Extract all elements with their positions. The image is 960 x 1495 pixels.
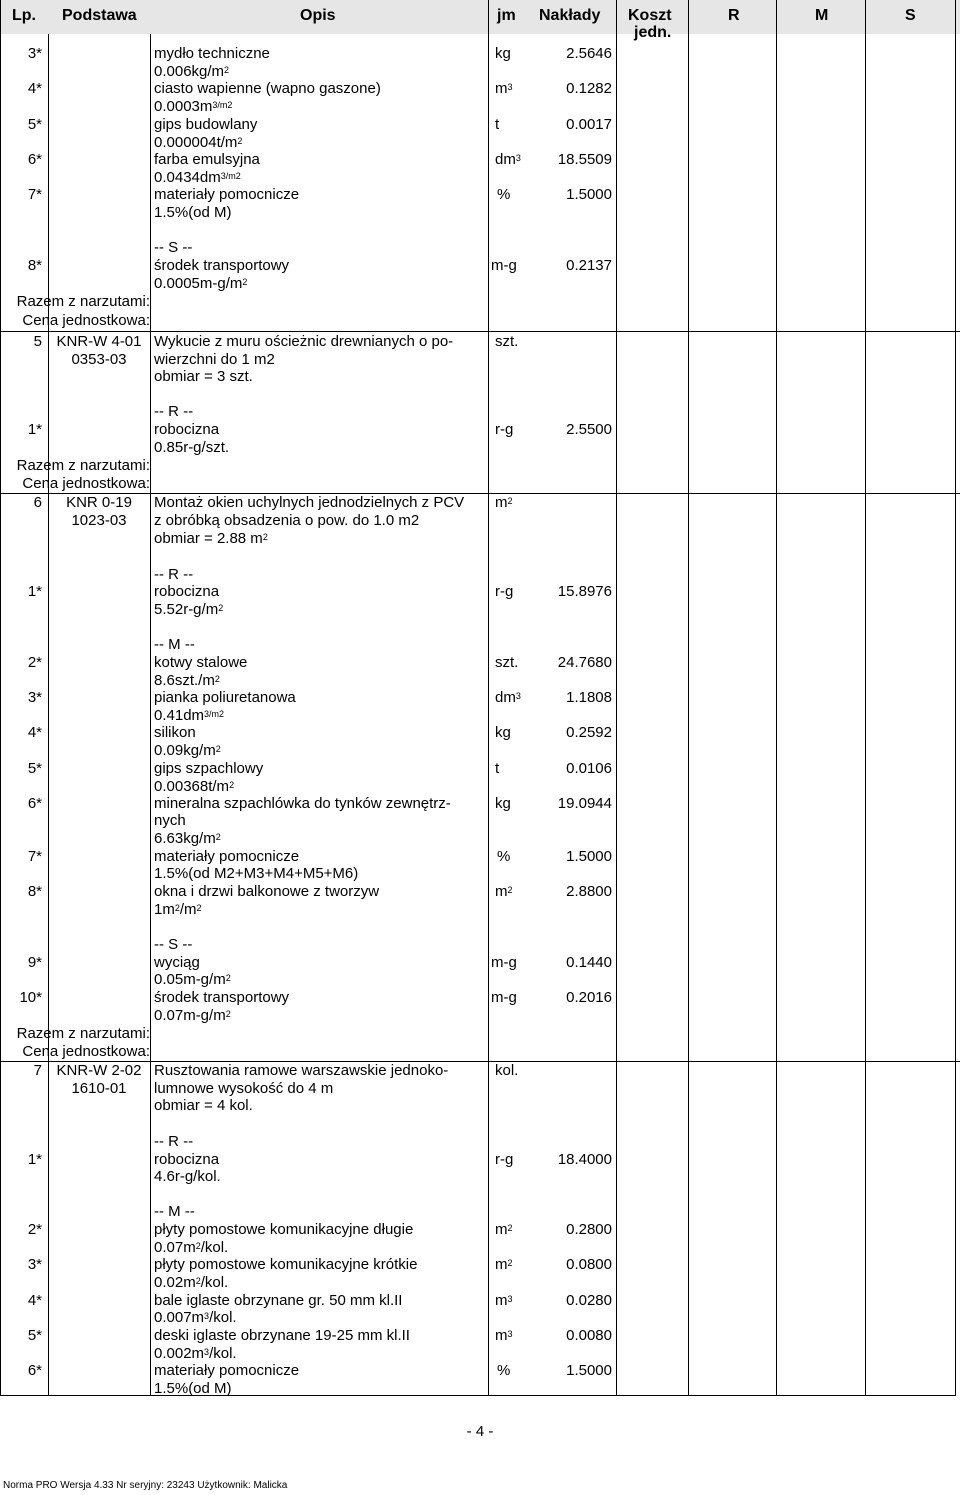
position-description: Wykucie z muru ościeżnic drewnianych o po- bbox=[154, 333, 454, 350]
cena-label: Cena jednostkowa: bbox=[22, 1043, 150, 1060]
header-koszt-jedn: jedn. bbox=[634, 24, 672, 41]
position-number: 5 bbox=[33, 333, 42, 350]
header-koszt: Koszt bbox=[628, 7, 672, 24]
cost-estimate-page: Lp. Podstawa Opis jm Nakłady Koszt jedn. R M S 3* mydło techniczne $0.006kg/m^2$ kg 2.5646 4* ciasto wapienne (wapno gaszone) $0.0003m^{3/m2}$ $m^3$ 0.1282 5* gips budowlany $0.000004t/m^2$ t 0.0017 6* farba emulsyjna $0.0434dm^{3/m2}$ $dm^3$ 18.5509 7* materiały pomocnicze 1.5%(od M) % 1.5000 -- S -- 8* środek transportowy $0.0005m-g/m^2$ m-g 0.2137 Razem z narzutami: Cena jednostkowa: 5 KNR-W 4-01 0353-03 Wykucie z muru ościeżnic drewnianych o po- wierzchni do 1 m2 obmiar = 3 szt. szt. -- R -- 1* robocizna 0.85r-g/szt. r-g 2.5500 Razem z narzutami: Cena jednostkowa: 6 KNR 0-19 1023-03 Montaż okien uchylnych jednodzielnych z PCV z obróbką obsadzenia o pow. do 1.0 m2 obmiar = 2.88 $m^2$ $m^2$ -- R -- 1* robocizna $5.52r-g/m^2$ r-g 15.8976 -- M -- 2* kotwy stalowe $8.6szt./m^2$ szt. 24.7680 3* pianka poliuretanowa $0.41dm^{3/m2}$ $dm^3$ 1.1808 4* silikon $0.09kg/m^2$ kg 0.2592 5* gips szpachlowy $0.00368t/m^2$ t 0.0106 6* mineralna szpachlówka do tynków zewnętrz- nych $6.63kg/m^2$ kg 19.0944 7* materiały pomocnicze 1.5%(od M2+M3+M4+M5+M6) % 1.5000 8* okna i drzwi balkonowe z tworzyw $1m^2/m^2$ $m^2$ 2.8800 -- S -- 9* wyciąg $0.05m-g/m^2$ m-g 0.1440 10* środek transportowy $0.07m-g/m^2$ m-g 0.2016 Razem z narzutami: Cena jednostkowa: 7 KNR-W 2-02 1610-01 Rusztowania ramowe warszawskie jednoko- lumnowe wysokość do 4 m obmiar = 4 kol. kol. -- R -- 1* robocizna 4.6r-g/kol. r-g 18.4000 -- M -- 2* płyty pomostowe komunikacyjne długie $0.07m^2$/kol. $m^2$ 0.2800 3* płyty pomostowe komunikacyjne krótkie $0.02m^2$/kol. $m^2$ 0.0800 4* bale iglaste obrzynane gr. 50 mm kl.II $0.007m^3$/kol. $m^3$ 0.0280 5* deski iglaste obrzynane 19-25 mm kl.II $0.002m^3$/kol. $m^3$ 0.0080 6* materiały pomocnicze 1.5%(od M) % 1.5000 - 4 - Norma PRO Wersja 4.33 Nr seryjny: 23243 Użytkownik: Malicka bbox=[0, 0, 960, 1495]
section-label-s: -- S -- bbox=[154, 239, 193, 256]
cena-label: Cena jednostkowa: bbox=[22, 312, 150, 329]
position-unit: kol. bbox=[495, 1062, 519, 1079]
header-m: M bbox=[815, 7, 829, 24]
position-separator bbox=[0, 331, 960, 332]
page-number: - 4 - bbox=[466, 1423, 494, 1440]
grid-line bbox=[955, 0, 956, 1395]
position-number: 6 bbox=[33, 494, 42, 511]
grid-line bbox=[776, 0, 777, 1395]
cena-label: Cena jednostkowa: bbox=[22, 475, 150, 492]
position-obmiar: obmiar = 3 szt. bbox=[154, 368, 253, 385]
grid-line bbox=[488, 0, 489, 1395]
grid-line bbox=[688, 0, 689, 1395]
header-s: S bbox=[905, 7, 916, 24]
position-unit: szt. bbox=[495, 333, 519, 350]
position-podstawa: KNR 0-19 bbox=[66, 494, 132, 511]
grid-line bbox=[616, 0, 617, 1395]
position-obmiar: obmiar = 4 kol. bbox=[154, 1097, 253, 1114]
header-lp: Lp. bbox=[12, 7, 36, 24]
grid-line bbox=[0, 0, 1, 1395]
section-label-s: -- S -- bbox=[154, 936, 193, 953]
position-description: Montaż okien uchylnych jednodzielnych z PCV bbox=[154, 494, 465, 511]
razem-label: Razem z narzutami: bbox=[16, 293, 150, 310]
position-unit: $m^2$ bbox=[495, 494, 513, 511]
header-r: R bbox=[728, 7, 740, 24]
software-footer: Norma PRO Wersja 4.33 Nr seryjny: 23243 Użytkownik: Malicka bbox=[3, 1480, 288, 1491]
position-podstawa: KNR-W 4-01 bbox=[56, 333, 142, 350]
section-label-m: -- M -- bbox=[154, 636, 195, 653]
header-podstawa: Podstawa bbox=[62, 7, 137, 24]
header-naklady: Nakłady bbox=[539, 7, 601, 24]
position-description: Rusztowania ramowe warszawskie jednoko- bbox=[154, 1062, 449, 1079]
header-jm: jm bbox=[497, 7, 516, 24]
grid-line bbox=[48, 34, 49, 1395]
header-opis: Opis bbox=[300, 7, 336, 24]
section-label-r: -- R -- bbox=[154, 403, 194, 420]
razem-label: Razem z narzutami: bbox=[16, 1025, 150, 1042]
table-header bbox=[0, 0, 960, 41]
table-bottom-line bbox=[0, 1395, 956, 1396]
section-label-r: -- R -- bbox=[154, 1133, 194, 1150]
position-podstawa: KNR-W 2-02 bbox=[56, 1062, 142, 1079]
razem-label: Razem z narzutami: bbox=[16, 457, 150, 474]
position-obmiar: obmiar = 2.88 $m^2$ bbox=[154, 530, 268, 547]
grid-line bbox=[150, 34, 151, 1395]
section-label-r: -- R -- bbox=[154, 566, 194, 583]
position-number: 7 bbox=[33, 1062, 42, 1079]
grid-line bbox=[865, 0, 866, 1395]
section-label-m: -- M -- bbox=[154, 1203, 195, 1220]
